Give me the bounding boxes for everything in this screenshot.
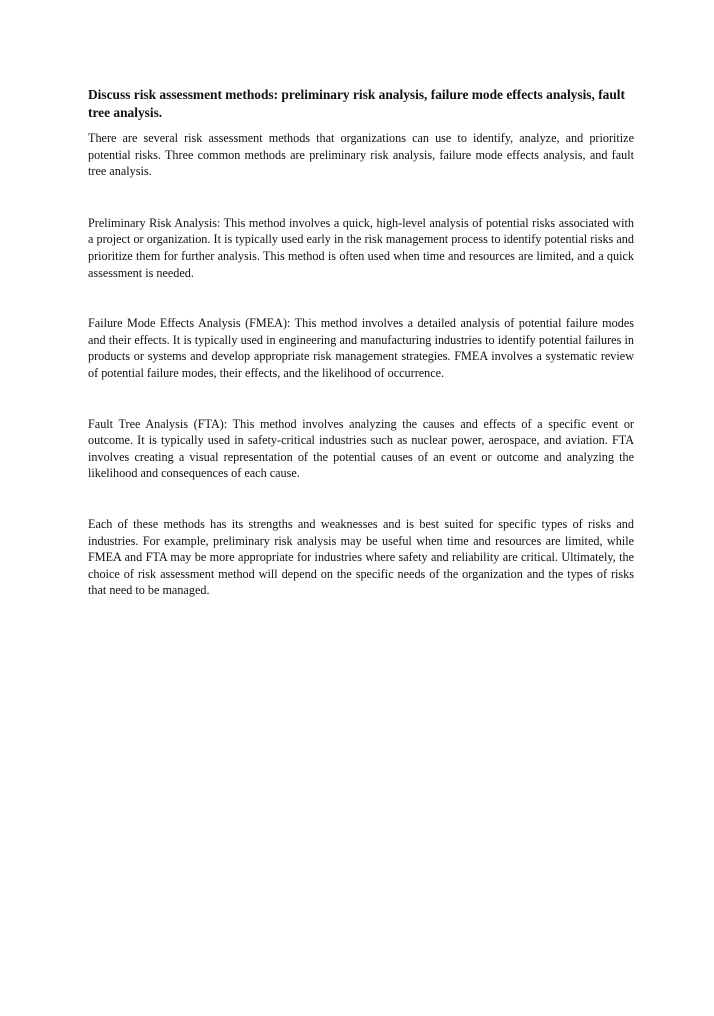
fmea-paragraph: Failure Mode Effects Analysis (FMEA): This method involves a detailed analysis of potential failure modes and their effects. It is typically used in engineering and manufacturing industries to identify potential failures in products or systems and develop appropriate risk management strategies. FMEA involves a systematic review of potential failure modes, their effects, and the likelihood of occurrence.	[88, 316, 634, 380]
intro-paragraph: There are several risk assessment methods that organizations can use to identify, analyze, and prioritize potential risks. Three common methods are preliminary risk analysis, failure mode effects analysis, and fault tree analysis.	[88, 131, 634, 179]
preliminary-risk-analysis-paragraph: Preliminary Risk Analysis: This method involves a quick, high-level analysis of potential risks associated with a project or organization. It is typically used early in the risk management process to identify potential risks and prioritize them for further analysis. This method is often used when time and resources are limited, and a quick assessment is needed.	[88, 215, 634, 280]
conclusion-paragraph: Each of these methods has its strengths and weaknesses and is best suited for specific types of risks and industries. For example, preliminary risk analysis may be useful when time and resources are limited, while FMEA and FTA may be more appropriate for industries where safety and reliability are critical. Ultimately, the choice of risk assessment method will depend on the specific needs of the organization and the types of risks that need to be managed.	[88, 516, 634, 598]
fta-paragraph: Fault Tree Analysis (FTA): This method involves analyzing the causes and effects of a specific event or outcome. It is typically used in safety-critical industries such as nuclear power, aerospace, and aviation. FTA involves creating a visual representation of the potential causes of an event or outcome and analyzing the likelihood and consequences of each cause.	[88, 416, 634, 481]
document-title: Discuss risk assessment methods: preliminary risk analysis, failure mode effects analysis, fault tree analysis.	[88, 87, 625, 120]
document-page	[88, 86, 634, 599]
